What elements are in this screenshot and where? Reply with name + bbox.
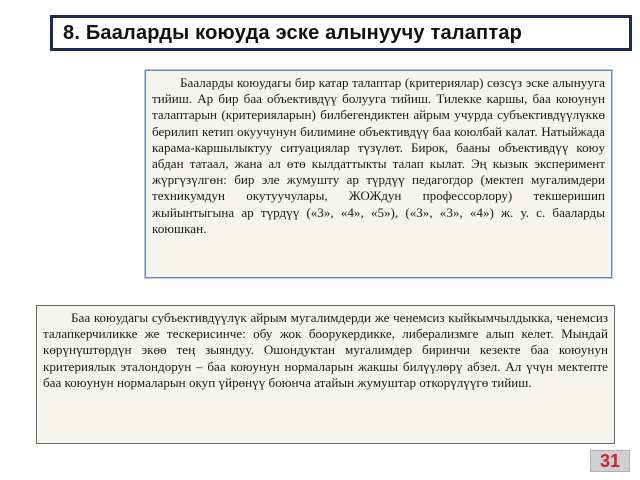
page-number-badge — [590, 450, 630, 472]
paragraph-subjectivity: Баа коюудагы субъективдүүлүк айрым мугалимдерди же ченемсиз кыйкымчылдыкка, ченемсиз талапкерчиликке же тескерисинче: обу жок боорукердикке, либерализмге алып келет. Мындай көрүнүштөрдүн экөө тең зыяндуу. Ошондуктан мугалимдер биринчи кезекте баа коюунун критериялык эталондорун – баа коюунун нормаларын жакшы билүүлөрү абзел. Ал үчүн мектепте баа коюунун нормаларын окуп үйрөнүү боюнча атайын жумуштар откорүлүүгө тийиш. — [43, 310, 608, 390]
page-number: 31 — [599, 450, 621, 471]
slide-title: 8. Бааларды коюуда эске алынуучу талаптар — [63, 21, 523, 44]
text-block-subjectivity — [36, 305, 615, 444]
paragraph-criteria: Бааларды коюудагы бир катар талаптар (критериялар) сөзсүз эске алынууга тийиш. Ар бир баа объективдүү болууга тийиш. Тилекке каршы, баа коюунун талаптарын (критерияларын) билбегендиктен айрым учурда субъективдүүлүккө берилип кетип окуучунун билимине объективдүү баа коюлбай калат. Натыйжада карама-каршылыктуу ситуациялар түзүлөт. Бирок, бааны объективдүү коюу абдан татаал, жана ал өтө кылдаттыкты талап кылат. Эң кызык эксперимент жүргүзүлгөн: бир эле жумушту ар түрдүү педагогдор (мектеп мугалимдери техникумдун окутуучулары, ЖОЖдун профессорлору) текшеришип жыйынтыгына ар түрдүү («3», «4», «5»), («3», «3», «4») ж. у. с. бааларды коюшкан. — [152, 75, 605, 236]
slide-title-box — [50, 15, 632, 51]
text-block-criteria — [145, 70, 612, 278]
